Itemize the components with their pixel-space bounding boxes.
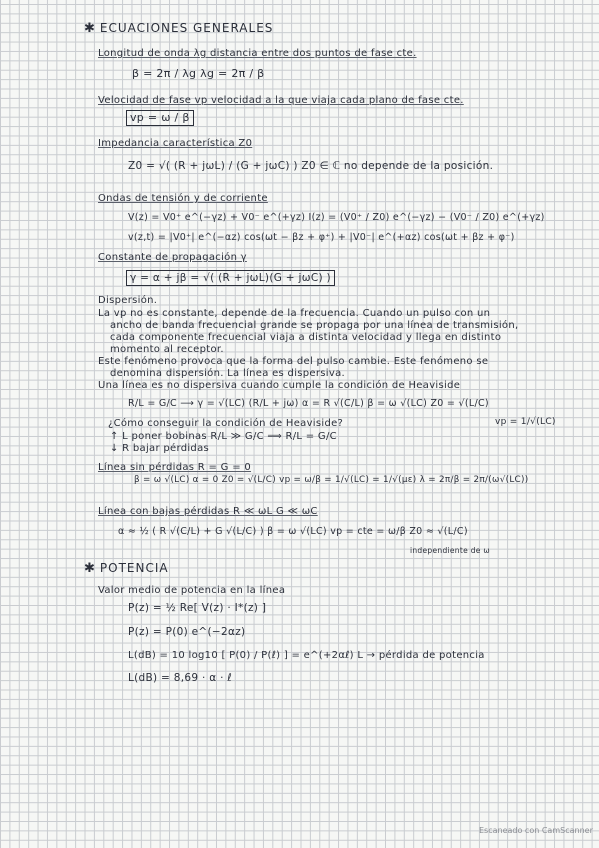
formula: Z0 = √( (R + jωL) / (G + jωC) ) Z0 ∈ ℂ no depende de la posición. xyxy=(128,160,494,172)
formula: L(dB) = 8,69 · α · ℓ xyxy=(128,672,233,684)
text-line: denomina dispersión. La línea es dispersiva. xyxy=(110,368,346,379)
formula: α ≈ ½ ( R √(C/L) + G √(L/C) ) β = ω √(LC) vp = cte = ω/β Z0 ≈ √(L/C) xyxy=(118,526,468,537)
formula-boxed: γ = α + jβ = √( (R + jωL)(G + jωC) ) xyxy=(126,270,335,286)
formula: R/L = G/C ⟶ γ = √(LC) (R/L + jω) α = R √(C/L) β = ω √(LC) Z0 = √(L/C) xyxy=(128,398,489,409)
text-line: Línea con bajas pérdidas R ≪ ωL G ≪ ωC xyxy=(98,506,318,517)
text-line: ¿Cómo conseguir la condición de Heaviside? xyxy=(108,418,344,429)
section-heading-potencia: ✱ POTENCIA xyxy=(84,561,169,576)
formula: β = ω √(LC) α = 0 Z0 = √(L/C) vp = ω/β = 1/√(LC) = 1/√(με) λ = 2π/β = 2π/(ω√(LC)) xyxy=(134,475,529,485)
text-line: Dispersión. xyxy=(98,295,158,306)
text-line: momento al receptor. xyxy=(110,344,224,355)
text-line: ↑ L poner bobinas R/L ≫ G/C ⟹ R/L = G/C xyxy=(110,431,337,442)
side-note: independiente de ω xyxy=(410,546,490,555)
text-line: Constante de propagación γ xyxy=(98,252,247,263)
text-line: Una línea es no dispersiva cuando cumple la condición de Heaviside xyxy=(98,380,461,391)
formula: P(z) = ½ Re[ V(z) · I*(z) ] xyxy=(128,602,267,614)
text-line: ↓ R bajar pérdidas xyxy=(110,443,210,454)
text-line: Este fenómeno provoca que la forma del pulso cambie. Este fenómeno se xyxy=(98,356,489,367)
text-line: La vp no es constante, depende de la frecuencia. Cuando un pulso con un xyxy=(98,308,491,319)
formula-boxed: vp = ω / β xyxy=(126,110,194,126)
text-line: Ondas de tensión y de corriente xyxy=(98,193,268,204)
formula: L(dB) = 10 log10 [ P(0) / P(ℓ) ] = e^(+2αℓ) L → pérdida de potencia xyxy=(128,650,485,661)
text-line: Velocidad de fase vp velocidad a la que viaja cada plano de fase cte. xyxy=(98,95,464,106)
scanner-watermark: Escaneado con CamScanner xyxy=(479,826,593,835)
text-line: ancho de banda frecuencial grande se propaga por una línea de transmisión, xyxy=(110,320,519,331)
text-line: Impedancia característica Z0 xyxy=(98,138,253,149)
text-line: Línea sin pérdidas R = G = 0 xyxy=(98,462,252,473)
text-line: Longitud de onda λg distancia entre dos puntos de fase cte. xyxy=(98,48,417,59)
side-note: vp = 1/√(LC) xyxy=(495,417,556,427)
formula: v(z,t) = |V0⁺| e^(−αz) cos(ωt − βz + φ⁺) + |V0⁻| e^(+αz) cos(ωt + βz + φ⁻) xyxy=(128,232,515,243)
formula: V(z) = V0⁺ e^(−γz) + V0⁻ e^(+γz) I(z) = (V0⁺ / Z0) e^(−γz) − (V0⁻ / Z0) e^(+γz) xyxy=(128,212,545,223)
text-line: cada componente frecuencial viaja a distinta velocidad y llega en distinto xyxy=(110,332,502,343)
text-line: Valor medio de potencia en la línea xyxy=(98,585,286,596)
formula: P(z) = P(0) e^(−2αz) xyxy=(128,626,246,638)
formula: β = 2π / λg λg = 2π / β xyxy=(132,67,265,80)
section-heading-ecuaciones: ✱ ECUACIONES GENERALES xyxy=(84,21,274,36)
